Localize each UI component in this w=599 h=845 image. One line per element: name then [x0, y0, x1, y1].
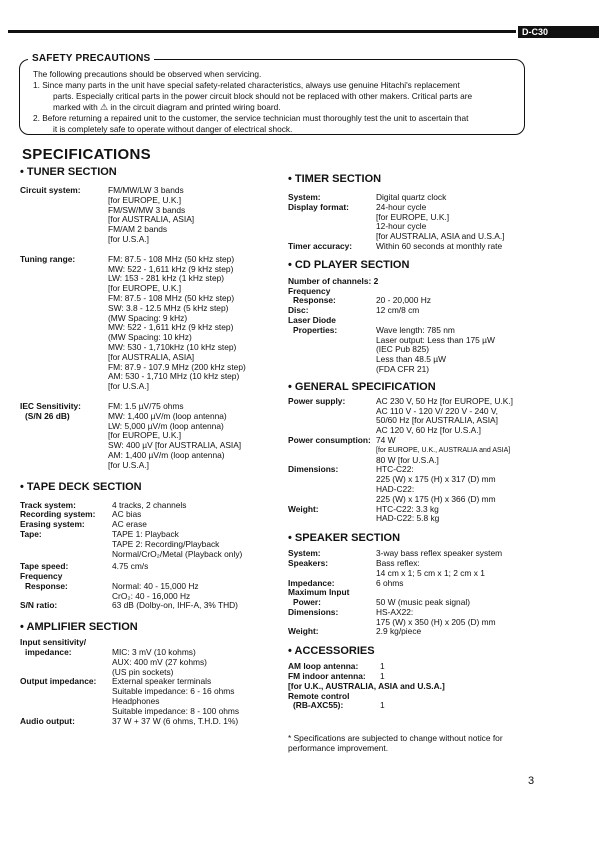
tuner-heading: • TUNER SECTION: [20, 166, 117, 178]
tape-erasing: Erasing system: AC erase: [20, 519, 147, 530]
safety-body: [33, 69, 519, 135]
cd-heading: • CD PLAYER SECTION: [288, 258, 410, 271]
safety-item-1: 1. Since many parts in the unit have special safety-related characteristics, always use genuine Hitachi's replacement parts. Especially critical parts in the power circuit block should not be replaced with other makers. Critical parts are marked with ⚠ in the circuit diagram and printed wiring board.: [33, 80, 473, 112]
amp-heading: • AMPLIFIER SECTION: [20, 621, 138, 634]
model-code: D-C30: [518, 26, 599, 38]
general-power-supply: Power supply: AC 230 V, 50 Hz [for EUROPE, U.K.] AC 110 V - 120 V/ 220 V - 240 V, 50/60 Hz [for AUSTRALIA, ASIA] AC 120 V, 60 Hz [for U.S.A.]: [288, 395, 514, 436]
speaker-dimensions: Dimensions: HS-AX22: 175 (W) x 350 (H) x 205 (D) mm: [288, 606, 496, 627]
tuner-tuning-range: Tuning range: FM: 87.5 - 108 MHz (50 kHz step) MW: 522 - 1,611 kHz (9 kHz step) LW: 153 - 281 kHz (1 kHz step) [for EUROPE, U.K.] FM: 87.5 - 108 MHz (50 kHz step) SW: 3.8 - 12.5 MHz (5 kHz step) (MW Spacing: 9 kHz) MW: 522 - 1,611 kHz (9 kHz step) (MW Spacing: 10 kHz) MW: 530 - 1,710kHz (10 kHz step) [for AUSTRALIA, ASIA] FM: 87.9 - 107.9 MHz (200 kHz step) AM: 530 - 1,710 MHz (10 kHz step) [for U.S.A.]: [20, 253, 246, 392]
timer-heading: • TIMER SECTION: [288, 173, 382, 185]
acc-am-antenna: AM loop antenna: 1: [288, 661, 385, 672]
general-dimensions: Dimensions: HTC-C22: 225 (W) x 175 (H) x 317 (D) mm HAD-C22: 225 (W) x 175 (H) x 366 (D) mm: [288, 464, 496, 504]
cd-laser: Laser Diode Properties: Wave length: 785 nm Laser output: Less than 175 µW (IEC Pub 825) Less than 48.5 µW (FDA CFR 21): [288, 314, 495, 374]
warning-triangle-icon: ⚠: [100, 102, 109, 112]
header-rule: [8, 30, 516, 33]
spec-note: * Specifications are subjected to change without notice for performance improvement.: [288, 733, 503, 753]
general-heading: • GENERAL SPECIFICATION: [288, 380, 436, 393]
speaker-weight: Weight: 2.9 kg/piece: [288, 626, 422, 637]
safety-title: SAFETY PRECAUTIONS: [28, 53, 154, 64]
tuner-iec-sensitivity: IEC Sensitivity: (S/N 26 dB) FM: 1.5 µV/75 ohms MW: 1,400 µV/m (loop antenna) LW: 5,000 µV/m (loop antenna) [for EUROPE, U.K.] SW: 400 µV [for AUSTRALIA, ASIA] AM: 1,400 µV/m (loop antenna) [for U.S.A.]: [20, 400, 242, 470]
page-title: SPECIFICATIONS: [22, 146, 151, 163]
speaker-heading: • SPEAKER SECTION: [288, 532, 401, 545]
cd-disc: Disc: 12 cm/8 cm: [288, 305, 420, 316]
tape-type: Tape: TAPE 1: Playback TAPE 2: Recording/Playback Normal/CrO₂/Metal (Playback only): [20, 528, 243, 559]
speaker-impedance: Impedance: 6 ohms: [288, 577, 404, 588]
safety-intro: The following precautions should be observed when servicing.: [33, 69, 262, 79]
general-weight: Weight: HTC-C22: 3.3 kg HAD-C22: 5.8 kg: [288, 503, 440, 524]
acc-region: [for U.K., AUSTRALIA, ASIA and U.S.A.]: [288, 680, 445, 691]
tape-recording: Recording system: AC bias: [20, 509, 142, 520]
safety-item-2: 2. Before returning a repaired unit to the customer, the service technician must thoroughly test the unit to ascertain that it is completely safe to operate without danger of electrical shock.: [33, 113, 469, 134]
tape-sn-ratio: S/N ratio: 63 dB (Dolby-on, IHF-A, 3% THD): [20, 600, 238, 611]
right-column: [288, 173, 568, 711]
acc-remote: Remote control (RB-AXC55): 1: [288, 690, 385, 711]
speaker-speakers: Speakers: Bass reflex: 14 cm x 1; 5 cm x 1; 2 cm x 1: [288, 557, 485, 578]
page-number: 3: [528, 775, 535, 787]
amp-audio-output: Audio output: 37 W + 37 W (6 ohms, T.H.D. 1%): [20, 715, 239, 726]
amp-output: Output impedance: External speaker terminals Suitable impedance: 6 - 16 ohms Headphones Suitable impedance: 8 - 100 ohms: [20, 676, 240, 716]
speaker-system: System: 3-way bass reflex speaker system: [288, 548, 503, 559]
tape-frequency: Frequency Response: Normal: 40 - 15,000 Hz CrO₂: 40 - 16,000 Hz: [20, 571, 199, 601]
cd-frequency: Frequency Response: 20 - 20,000 Hz: [288, 285, 431, 306]
tape-heading: • TAPE DECK SECTION: [20, 480, 142, 493]
general-power-consumption: Power consumption: 74 W [for EUROPE, U.K., AUSTRALIA and ASIA] 80 W [for U.S.A.]: [288, 434, 511, 465]
timer-display: Display format: 24-hour cycle [for EUROPE, U.K.] 12-hour cycle [for AUSTRALIA, ASIA and U.S.A.]: [288, 201, 505, 242]
amp-input: Input sensitivity/ impedance: MIC: 3 mV (10 kohms) AUX: 400 mV (27 kohms) (US pin sockets): [20, 637, 207, 677]
timer-system: System: Digital quartz clock: [288, 192, 447, 202]
tape-speed: Tape speed: 4.75 cm/s: [20, 561, 149, 572]
speaker-max-input: Maximum Input Power: 50 W (music peak signal): [288, 587, 471, 608]
left-column: [20, 166, 282, 726]
tape-track: Track system: 4 tracks, 2 channels: [20, 499, 187, 510]
acc-fm-antenna: FM indoor antenna: 1: [288, 671, 385, 682]
timer-accuracy: Timer accuracy: Within 60 seconds at monthly rate: [288, 240, 503, 251]
cd-channels: Number of channels: 2: [288, 275, 379, 286]
acc-heading: • ACCESSORIES: [288, 645, 375, 658]
tuner-circuit: Circuit system: FM/MW/LW 3 bands [for EUROPE, U.K.] FM/SW/MW 3 bands [for AUSTRALIA, ASIA] FM/AM 2 bands [for U.S.A.]: [20, 185, 195, 244]
